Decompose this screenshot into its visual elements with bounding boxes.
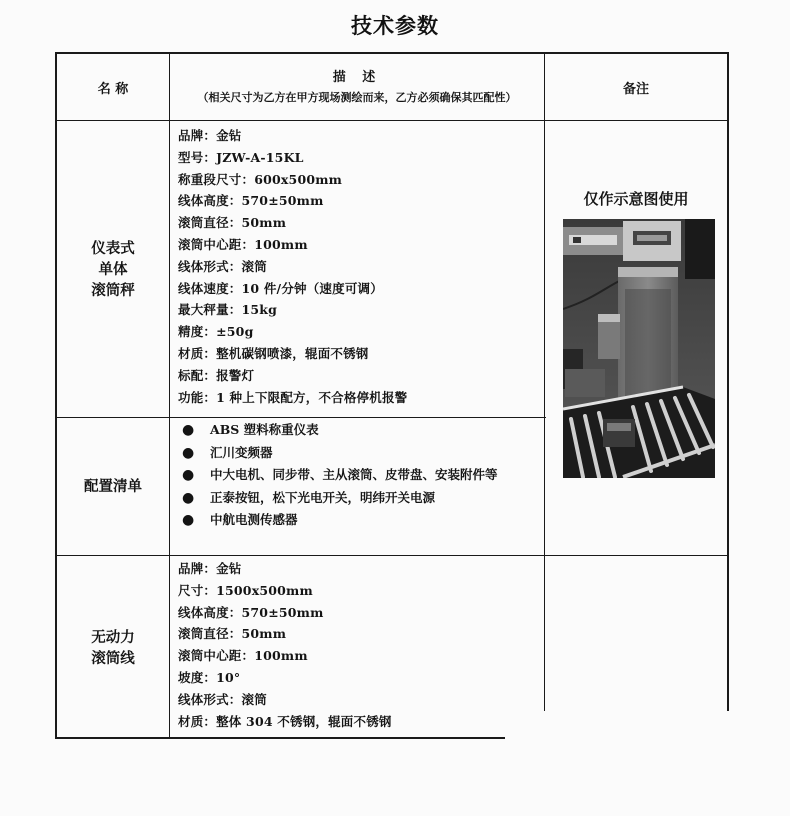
roller-scale-photo (563, 219, 715, 478)
spec-line: 滚筒直径：50mm (178, 215, 287, 231)
row-specs-roller-line (170, 556, 544, 739)
spec-line: 尺寸：1500x500mm (178, 582, 313, 598)
header-name-label: 名 称 (97, 81, 129, 97)
config-item (182, 419, 544, 442)
spec-line: 滚筒中心距：100mm (178, 648, 308, 664)
config-item-text: 正泰按钮，松下光电开关，明纬开关电源 (210, 489, 436, 505)
spec-line: 线体高度：570±50mm (178, 193, 324, 209)
row-name-roller-line (57, 556, 169, 739)
config-item (182, 487, 544, 510)
spec-line: 线体形式：滚筒 (178, 691, 267, 707)
row-name-line: 配置清单 (84, 478, 142, 495)
row-specs-scale (170, 121, 544, 417)
config-item-text: 汇川变频器 (210, 444, 273, 460)
remark-caption: 仅作示意图使用 (583, 190, 689, 208)
spec-line: 最大秤量：15kg (178, 302, 278, 318)
config-item-text: ABS 塑料称重仪表 (210, 422, 319, 437)
row-name-line: 滚筒线 (91, 649, 135, 667)
scan-cutoff-area (505, 711, 790, 816)
row-name-line: 无动力 (91, 628, 135, 646)
spec-line: 线体形式：滚筒 (178, 258, 267, 274)
spec-line: 滚筒中心距：100mm (178, 236, 308, 252)
bullet-icon: ● (182, 422, 195, 438)
row-name-scale (57, 121, 169, 417)
spec-table (55, 52, 729, 739)
header-description-title: 描 述 (332, 70, 382, 85)
bullet-icon: ● (182, 512, 195, 529)
header-remarks (545, 54, 727, 120)
row-name-line: 单体 (98, 260, 128, 278)
row-name-line: 滚筒秤 (91, 281, 135, 299)
spec-line: 滚筒直径：50mm (178, 626, 287, 642)
config-item (182, 509, 544, 532)
spec-line: 称重段尺寸：600x500mm (178, 171, 343, 187)
spec-line: 标配：报警灯 (178, 367, 255, 383)
spec-line: 功能：1 种上下限配方，不合格停机报警 (178, 389, 408, 405)
header-name (57, 54, 169, 120)
spec-line: 材质：整机碳钢喷漆，辊面不锈钢 (178, 345, 369, 361)
config-item (182, 442, 544, 465)
header-description (170, 54, 544, 120)
spec-line: 坡度：10° (178, 669, 241, 685)
header-description-note: （相关尺寸为乙方在甲方现场测绘而来，乙方必须确保其匹配性） (197, 91, 517, 104)
spec-line: 线体速度：10 件/分钟（速度可调） (178, 280, 383, 296)
bullet-icon: ● (182, 444, 195, 461)
header-remarks-label: 备注 (622, 81, 649, 97)
document-title: 技术参数 (351, 14, 439, 38)
spec-line: 精度：±50g (178, 324, 254, 340)
config-item (182, 464, 544, 487)
spec-line: 品牌：金钻 (178, 561, 242, 576)
row-name-config (57, 418, 169, 555)
config-item-text: 中大电机、同步带、主从滚筒、皮带盘、安装附件等 (210, 467, 498, 483)
bullet-icon: ● (182, 467, 195, 484)
spec-line: 型号：JZW-A-15KL (178, 149, 304, 165)
spec-line: 品牌：金钻 (178, 128, 242, 143)
row-name-line: 仪表式 (91, 239, 135, 257)
bullet-icon: ● (182, 489, 195, 506)
spec-line: 材质：整体 304 不锈钢，辊面不锈钢 (178, 713, 392, 729)
config-item-text: 中航电测传感器 (210, 512, 298, 528)
row-config-list (170, 418, 544, 555)
spec-line: 线体高度：570±50mm (178, 604, 324, 620)
